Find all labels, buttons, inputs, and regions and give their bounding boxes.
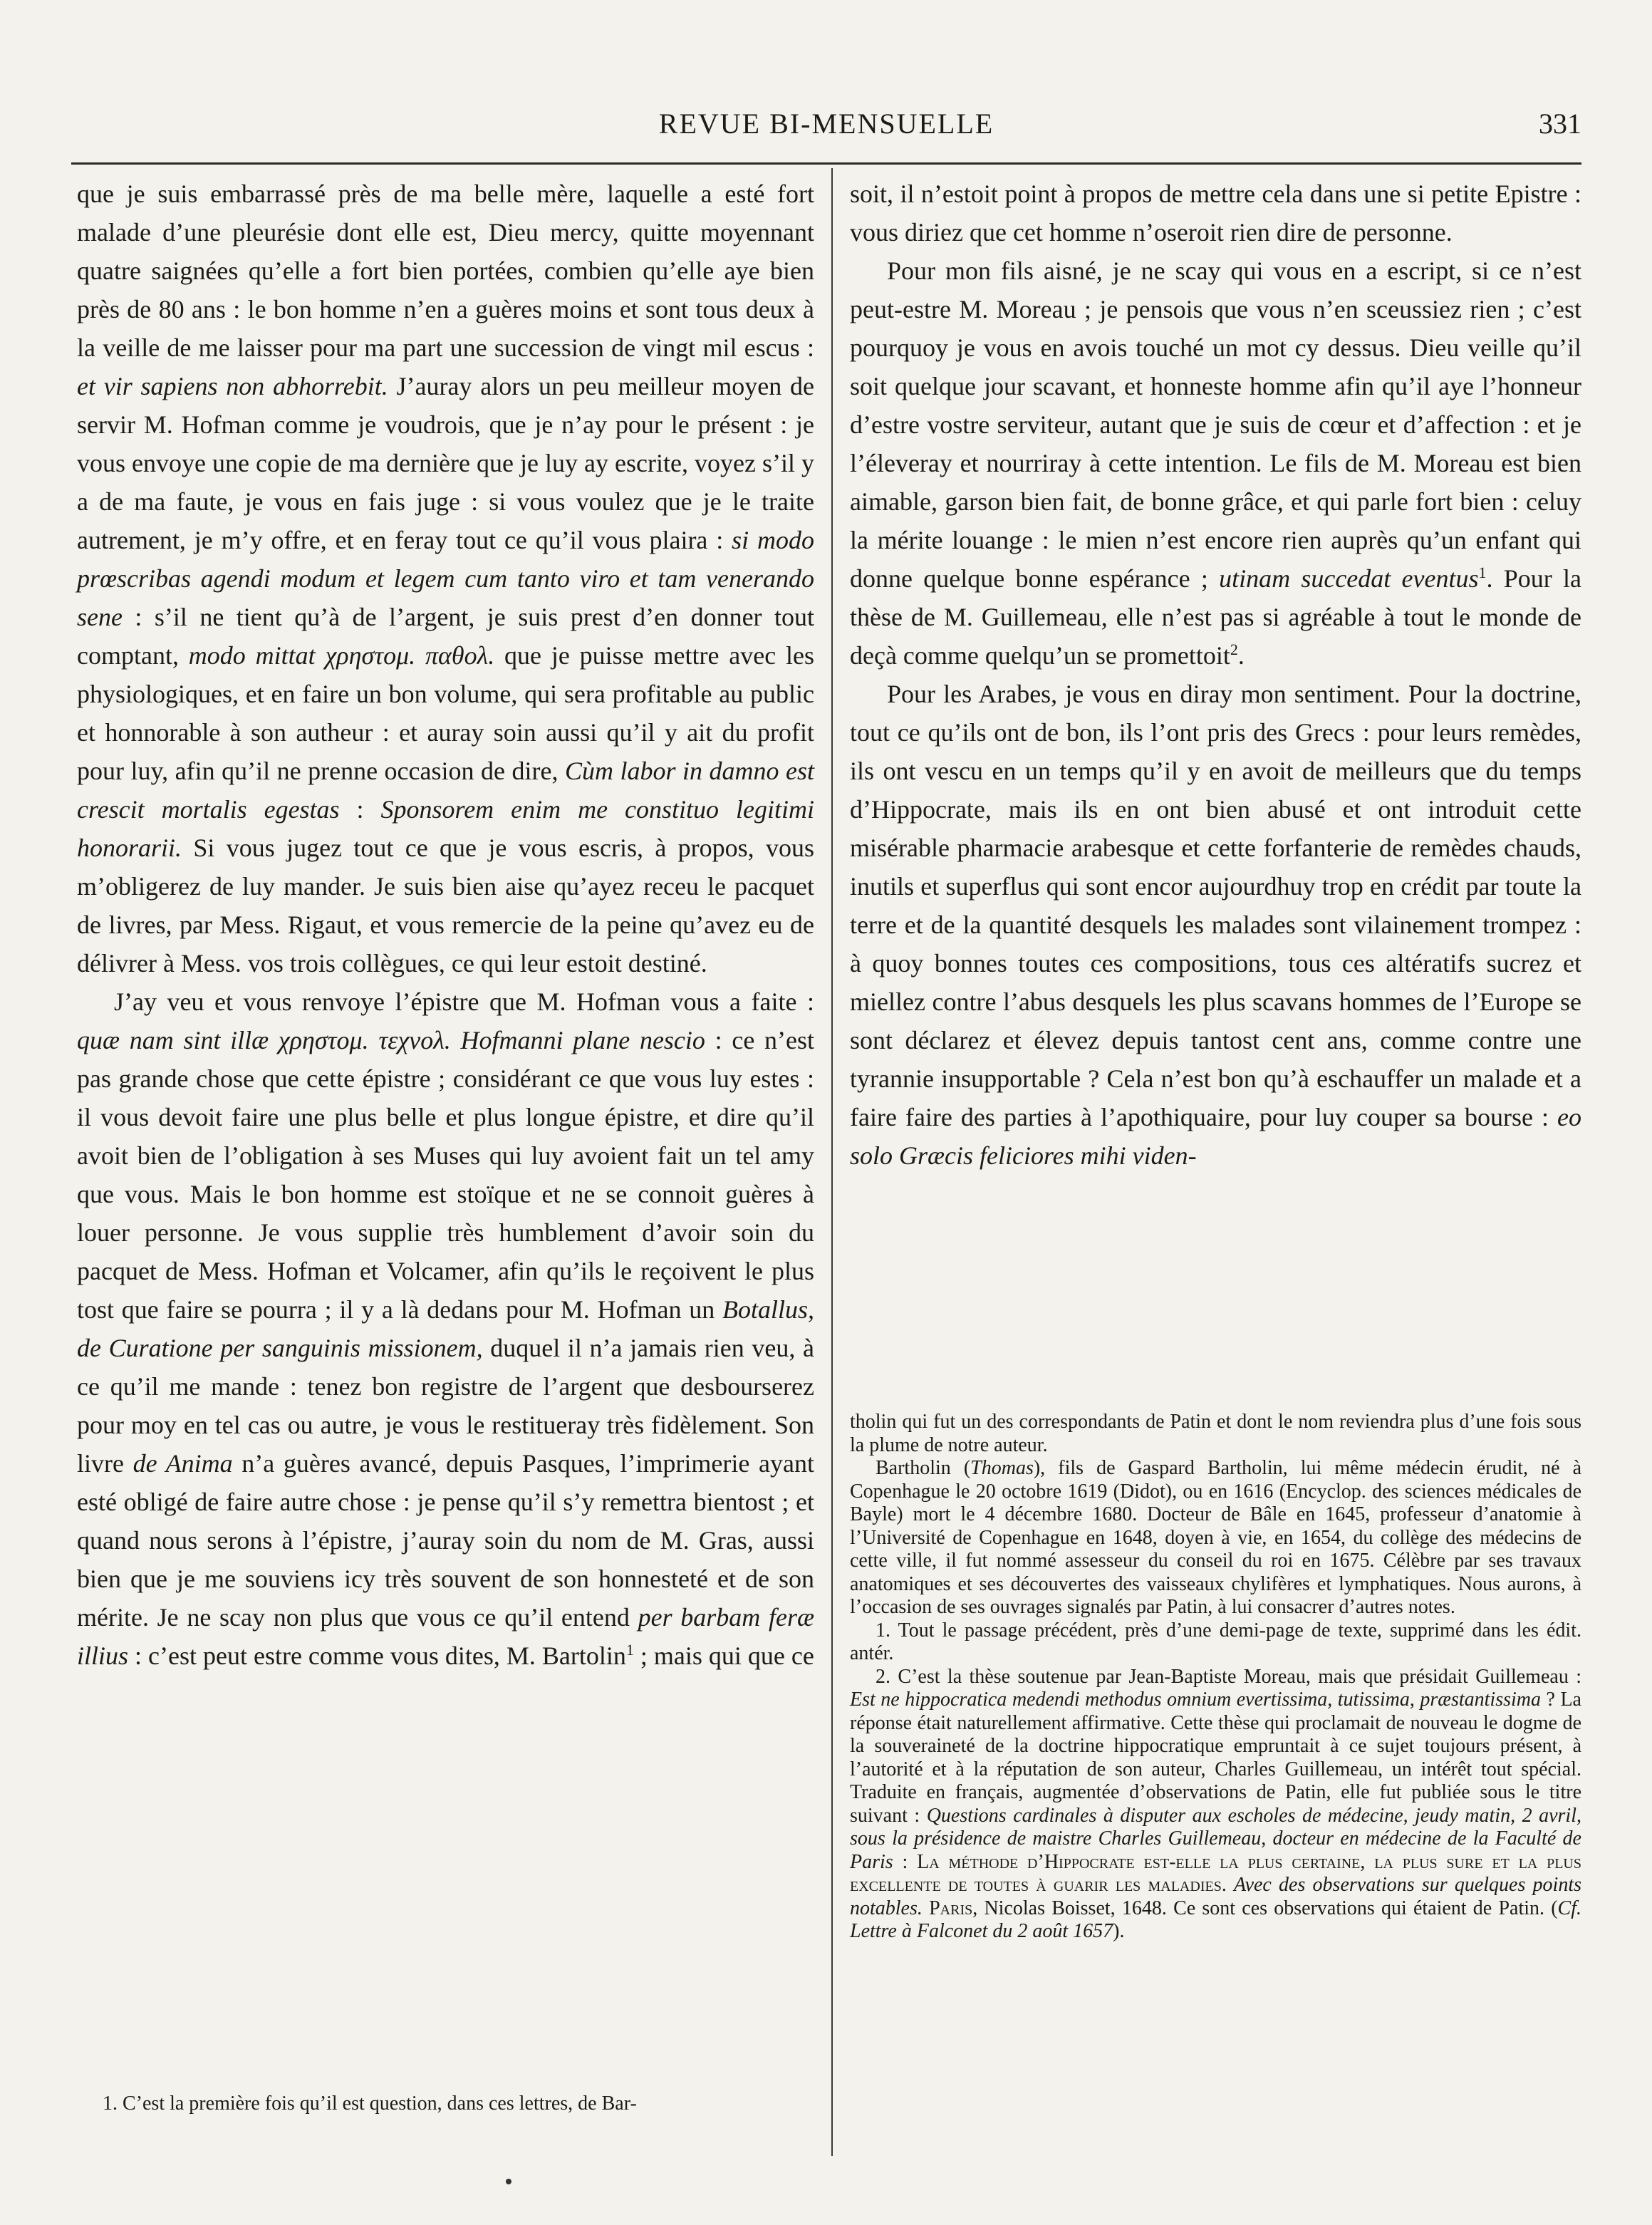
column-divider xyxy=(831,168,833,2156)
left-column xyxy=(77,175,814,1675)
page-header xyxy=(71,107,1581,150)
footnote-marker: 1 xyxy=(1478,564,1487,581)
print-speck xyxy=(506,2179,511,2184)
right-paragraph-3: Pour les Arabes, je vous en diray mon sentiment. Pour la doctrine, tout ce qu’ils ont de bon, ils l’ont pris des Grecs : pour leurs remèdes, ils ont vescu en un temps qu’il y en avoit de meilleurs que du temps d’Hippocrate, mais ils en ont bien abusé et ont introduit cette misérable pharmacie arabesque et cette forfanterie de remèdes chauds, inutils et superflus qui sont encor aujourdhuy trop en crédit par toute la terre et de la quantité desquels les malades sont vilainement trompez : à quoy bonnes toutes ces compositions, tous ces altératifs sucrez et miellez contre l’abus desquels les plus scavans hommes de l’Europe se sont déclarez et élevez depuis tantost cent ans, comme contre une tyrannie insupportable ? Cela n’est bon qu’à eschauffer un malade et a faire faire des parties à l’apothiquaire, pour luy couper sa bourse : eo solo Græcis feliciores mihi viden- xyxy=(850,680,1581,1170)
running-title: REVUE BI-MENSUELLE xyxy=(658,108,994,140)
left-footnote: 1. C’est la première fois qu’il est question, dans ces lettres, de Bar- xyxy=(103,2092,637,2115)
footnote-marker: 1 xyxy=(625,1641,634,1659)
footnote-continuation: tholin qui fut un des correspondants de Patin et dont le nom reviendra plus d’une fois sous la plume de notre auteur. xyxy=(850,1411,1581,1456)
right-footnotes xyxy=(850,1411,1581,1944)
footnote-bartholin: Bartholin (Thomas), fils de Gaspard Bartholin, lui même médecin érudit, né à Copenhague le 20 octobre 1619 (Didot), ou en 1616 (Encyclop. des sciences médicales de Bayle) mort le 4 décembre 1680. Docteur de Bâle en 1645, professeur d’anatomie à l’Université de Copenhague en 1648, doyen à vie, en 1654, du collège des médecins de cette ville, il fut nommé assesseur du conseil du roi en 1675. Célèbre par ses travaux anatomiques et ses découvertes des vaisseaux chylifères et lymphatiques. Nous aurons, à l’occasion de ses ouvrages signalés par Patin, à lui consacrer d’autres notes. xyxy=(850,1457,1582,1618)
greek-text: χρηστομ. τεχνολ. xyxy=(278,1026,451,1054)
header-rule xyxy=(71,162,1581,165)
left-paragraph-2: J’ay veu et vous renvoye l’épistre que M. Hofman vous a faite : quæ nam sint illæ χρηστομ. τεχνολ. Hofmanni plane nescio : ce n’est pas grande chose que cette épistre ; considérant ce que vous luy estes : il vous devoit faire une plus belle et plus longue épistre, et dire qu’il avoit bien de l’obligation à ses Muses qui luy avoient fait un tel amy que vous. Mais le bon homme est stoïque et ne se connoit guères à louer personne. Je vous supplie très humblement d’avoir soin du pacquet de Mess. Hofman et Volcamer, afin qu’ils le reçoivent le plus tost que faire se pourra ; il y a là dedans pour M. Hofman un Botallus, de Curatione per sanguinis missionem, duquel il n’a jamais rien veu, à ce qu’il me mande : tenez bon registre de l’argent que desbourserez pour moy en tel cas ou autre, je vous le restitueray très fidèlement. Son livre de Anima n’a guères avancé, depuis Pasques, l’imprimerie ayant esté obligé de faire autre chose : je pense qu’il s’y remettra bientost ; et quand nous serons à l’épistre, j’auray soin du nom de M. Gras, aussi bien que je me souviens icy très souvent de son honnesteté et de son mérite. Je ne scay non plus que vous ce qu’il entend per barbam feræ illius : c’est peut estre comme vous dites, M. Bartolin$^1$ ; mais qui que ce xyxy=(77,987,815,1670)
right-column xyxy=(850,175,1581,1175)
footnote-1: 1. Tout le passage précédent, près d’une demi-page de texte, supprimé dans les édit. antér. xyxy=(850,1619,1581,1664)
greek-text: χρηστομ. παθολ. xyxy=(325,641,495,670)
footnote-2: 2. C’est la thèse soutenue par Jean-Baptiste Moreau, mais que présidait Guillemeau : Est ne hippocratica medendi methodus omnium evertissima, tutissima, præstantissima ? La réponse était naturellement affirmative. Cette thèse qui proclamait de nouveau le dogme de la souveraineté de la doctrine hippocratique empruntait à ce sujet toujours présent, à l’autorité et à la réputation de son auteur, Charles Guillemeau, un intérêt tout spécial. Traduite en français, augmentée d’observations de Patin, elle fut publiée sous le titre suivant : Questions cardinales à disputer aux escholes de médecine, jeudy matin, 2 avril, sous la présidence de maistre Charles Guillemeau, docteur en médecine de la Faculté de Paris : La méthode d’Hippocrate est-elle la plus certaine, la plus sure et la plus excellente de toutes à guarir les maladies. Avec des observations sur quelques points notables. Paris, Nicolas Boisset, 1648. Ce sont ces observations qui étaient de Patin. (Cf. Lettre à Falconet du 2 août 1657). xyxy=(850,1665,1582,1942)
left-paragraph-1: que je suis embarrassé près de ma belle mère, laquelle a esté fort malade d’une pleurésie dont elle est, Dieu mercy, quitte moyennant quatre saignées qu’elle a fort bien portées, combien qu’elle aye bien près de 80 ans : le bon homme n’en a guères moins et sont tous deux à la veille de me laisser pour ma part une succession de vingt mil escus : et vir sapiens non abhorrebit. J’auray alors un peu meilleur moyen de servir M. Hofman comme je voudrois, que je n’ay pour le présent : je vous envoye une copie de ma dernière que je luy ay escrite, voyez s’il y a de ma faute, je vous en fais juge : si vous voulez que je le traite autrement, je m’y offre, et en feray tout ce qu’il vous plaira : si modo prœscribas agendi modum et legem cum tanto viro et tam venerando sene : s’il ne tient qu’à de l’argent, je suis prest d’en donner tout comptant, modo mittat χρηστομ. παθολ. que je puisse mettre avec les physiologiques, et en faire un bon volume, qui sera profitable au public et honnorable à son autheur : et auray soin aussi qu’il y ait du profit pour luy, afin qu’il ne prenne occasion de dire, Cùm labor in damno est crescit mortalis egestas : Sponsorem enim me constituo legitimi honorarii. Si vous jugez tout ce que je vous escris, à propos, vous m’obligerez de luy mander. Je suis bien aise qu’ayez receu le pacquet de livres, par Mess. Rigaut, et vous remercie de la peine qu’avez eu de délivrer à Mess. vos trois collègues, ce qui leur estoit destiné. xyxy=(77,180,815,977)
page-number: 331 xyxy=(1539,108,1581,140)
footnote-marker: 2 xyxy=(1230,640,1238,658)
right-paragraph-2: Pour mon fils aisné, je ne scay qui vous en a escript, si ce n’est peut-estre M. Moreau ; je pensois que vous n’en sceussiez rien ; c’est pourquoy je vous en avois touché un mot cy dessus. Dieu veille qu’il soit quelque jour scavant, et honneste homme afin qu’il aye l’honneur d’estre vostre serviteur, autant que je suis de cœur et d’affection : et je l’éleveray et nourriray à cette intention. Le fils de M. Moreau est bien aimable, garson bien fait, de bonne grâce, et qui parle fort bien : celuy la mérite louange : le mien n’est encore rien auprès qu’un enfant qui donne quelque bonne espérance ; utinam succedat eventus$^1$. Pour la thèse de M. Guillemeau, elle n’est pas si agréable à tout le monde de deçà comme quelqu’un se promettoit$^2$. xyxy=(850,256,1581,670)
right-paragraph-1: soit, il n’estoit point à propos de mettre cela dans une si petite Epistre : vous diriez que cet homme n’oseroit rien dire de personne. xyxy=(850,180,1581,247)
